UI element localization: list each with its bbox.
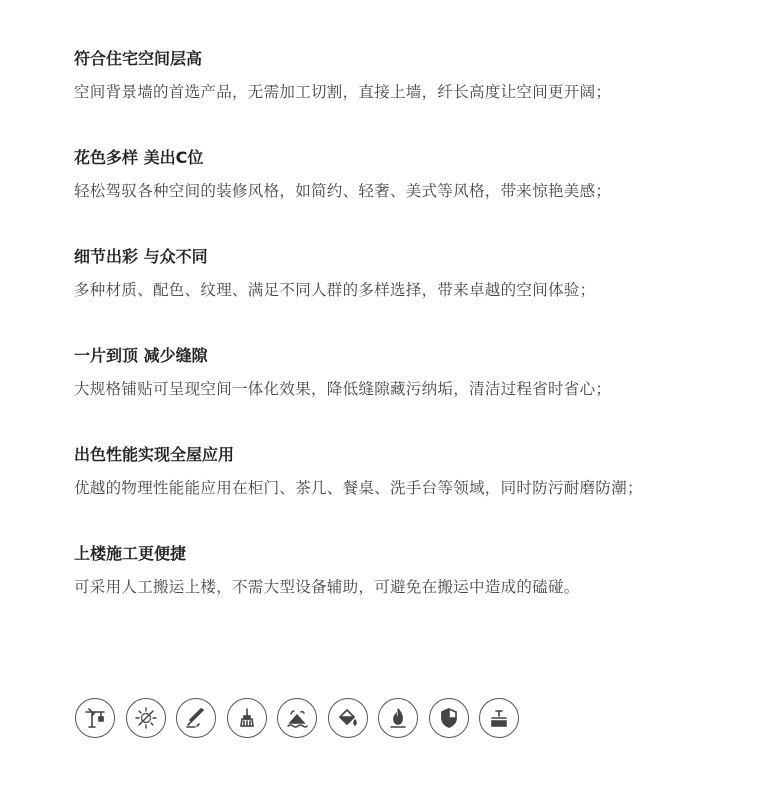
feature-title: 细节出彩 与众不同	[74, 247, 208, 266]
waterproof-icon	[277, 698, 317, 738]
feature-description: 空间背景墙的首选产品，无需加工切割，直接上墙，纤长高度让空间更开阔；	[74, 83, 612, 101]
scratch-resistant-icon	[176, 698, 216, 738]
feature-title: 上楼施工更便捷	[74, 544, 187, 563]
feature-icon-row	[75, 698, 519, 740]
feature-description: 轻松驾驭各种空间的装修风格，如简约、轻奢、美式等风格，带来惊艳美感；	[74, 182, 612, 200]
feature-title: 一片到顶 减少缝隙	[74, 346, 208, 365]
feature-description: 大规格铺贴可呈现空间一体化效果，降低缝隙藏污纳垢，清洁过程省时省心；	[74, 380, 612, 398]
feature-title: 符合住宅空间层高	[74, 49, 203, 68]
feature-title: 出色性能实现全屋应用	[74, 445, 235, 464]
easy-clean-icon	[227, 698, 267, 738]
feature-item	[74, 244, 774, 343]
feature-list	[74, 46, 774, 640]
feature-item	[74, 541, 774, 640]
eco-board-icon	[479, 698, 519, 738]
feature-item	[74, 343, 774, 442]
feature-title: 花色多样 美出C位	[74, 148, 204, 167]
feature-item	[74, 145, 774, 244]
feature-description: 多种材质、配色、纹理、满足不同人群的多样选择，带来卓越的空间体验；	[74, 281, 596, 299]
feature-description: 优越的物理性能能应用在柜门、茶几、餐桌、洗手台等领域，同时防污耐磨防潮；	[74, 479, 643, 497]
feature-item	[74, 442, 774, 541]
feature-item	[74, 46, 774, 145]
feature-description: 可采用人工搬运上楼，不需大型设备辅助，可避免在搬运中造成的磕碰。	[74, 578, 580, 596]
crane-icon	[75, 698, 115, 738]
shield-icon	[429, 698, 469, 738]
fireproof-icon	[378, 698, 418, 738]
stain-resistant-icon	[328, 698, 368, 738]
antibacterial-icon	[126, 698, 166, 738]
